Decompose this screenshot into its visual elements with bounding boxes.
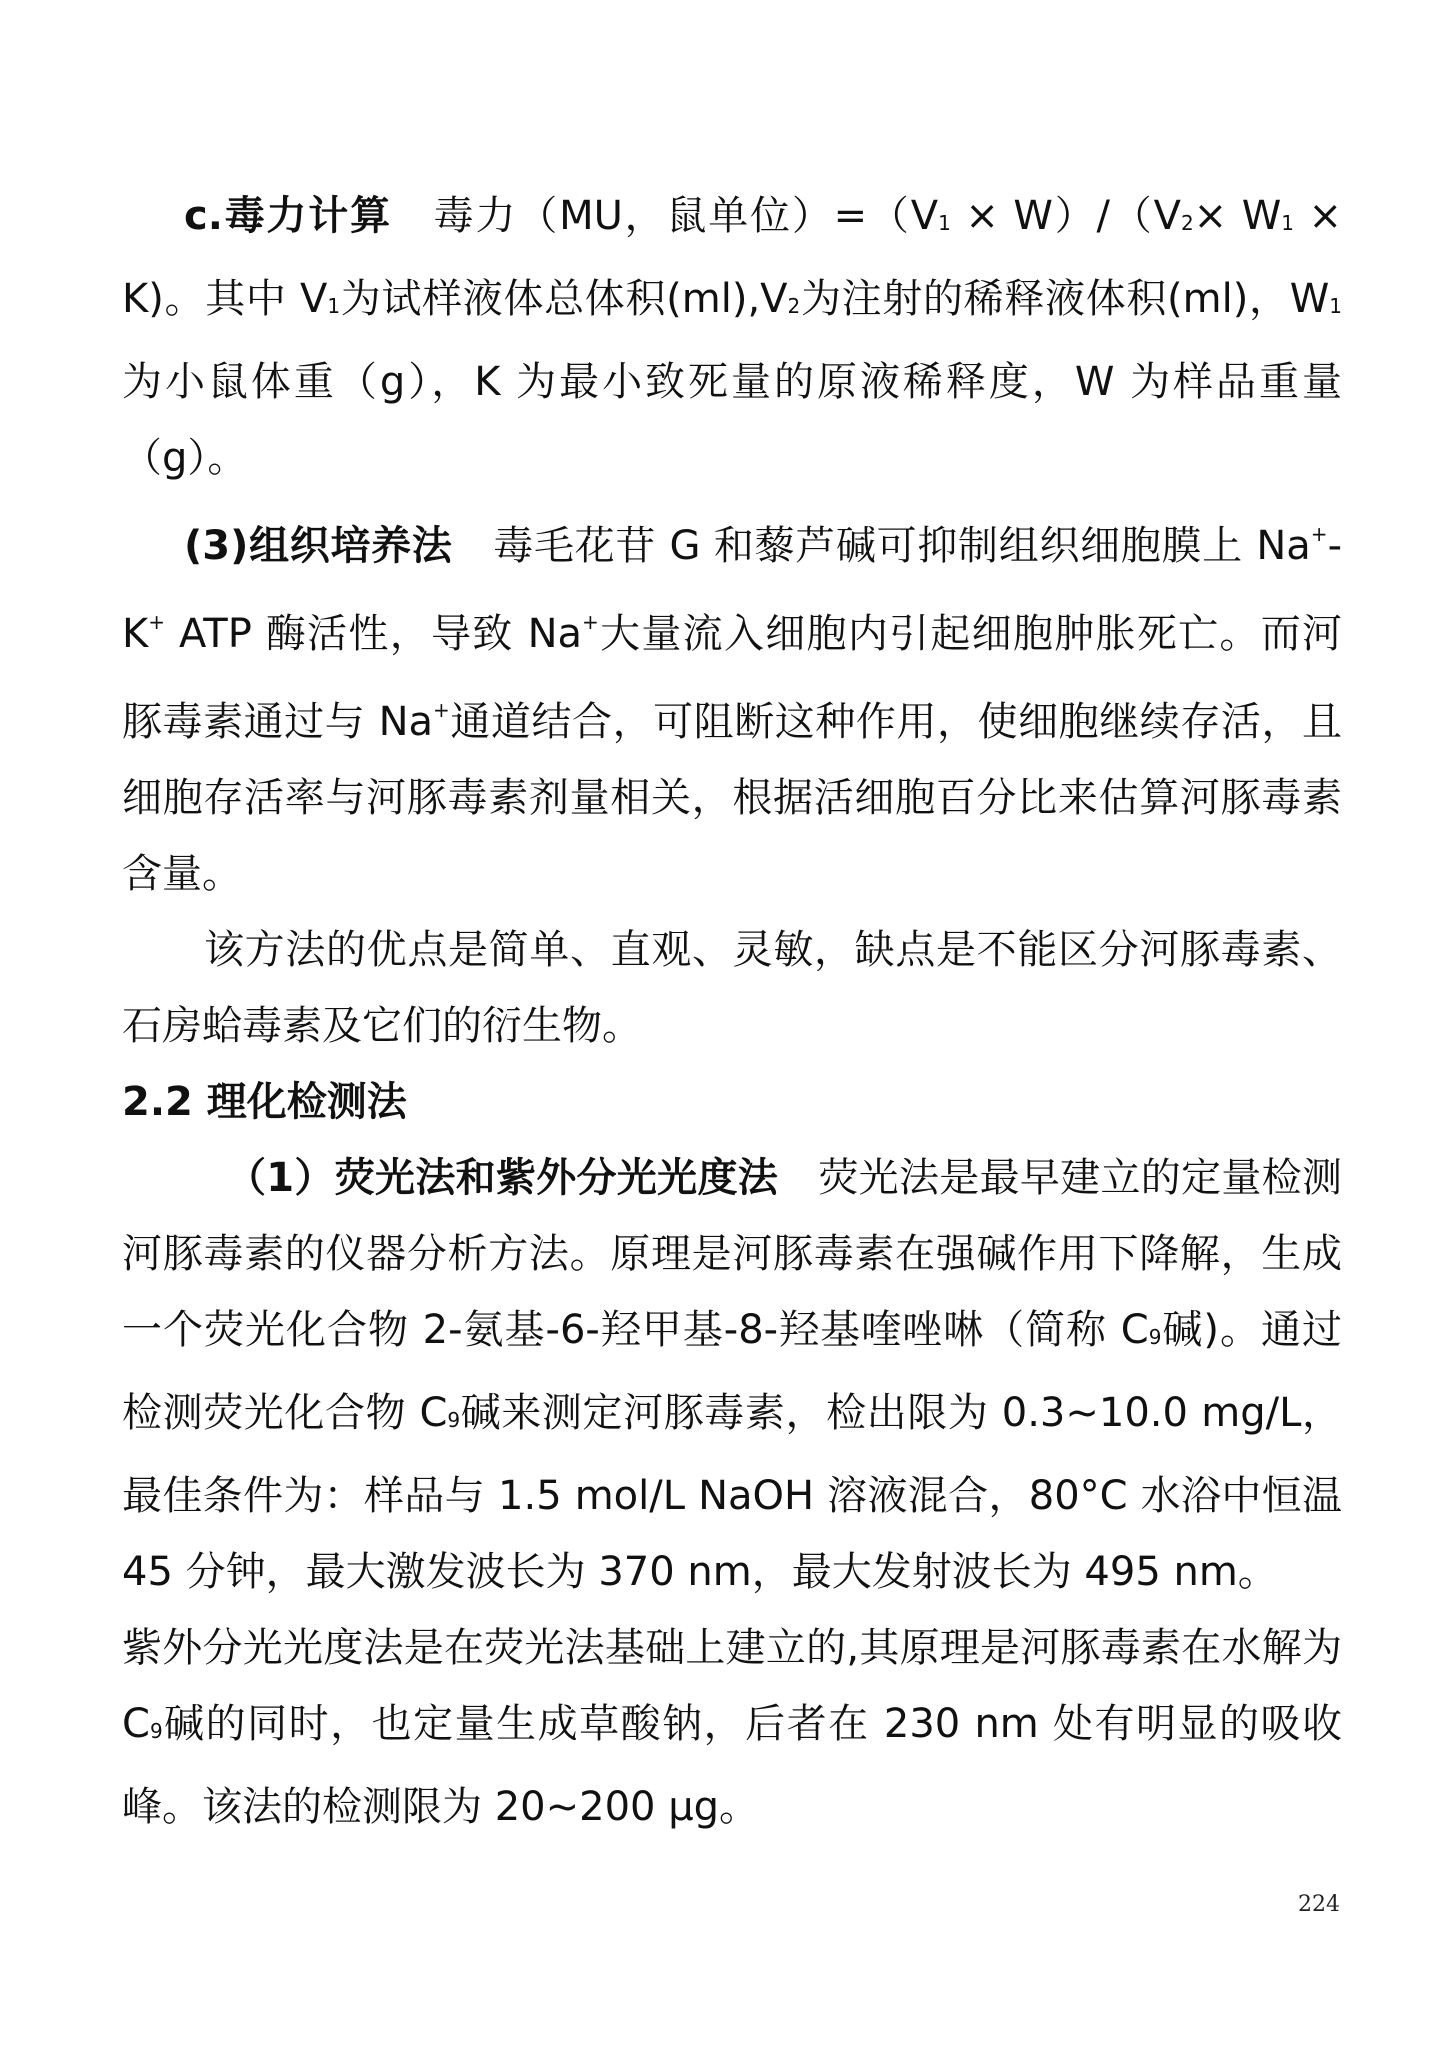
subscript: 1 [1281,211,1294,235]
paragraph-advantages: 该方法的优点是简单、直观、灵敏，缺点是不能区分河豚毒素、石房蛤毒素及它们的衍生物。 [122,927,1342,1049]
subscript: 1 [327,294,341,318]
fluorescence-lead: （1）荧光法和紫外分光光度法 [226,1155,779,1201]
text-fragment: -K [122,523,1342,657]
text-fragment: 毒力（MU，鼠单位）=（V [431,193,939,239]
toxicity-lead: c.毒力计算 [184,193,392,239]
paragraph-toxicity-calculation [122,178,1342,496]
superscript: + [582,610,599,634]
subscript: 2 [1180,211,1194,235]
text-fragment: 毒毛花苷 G 和藜芦碱可抑制组织细胞膜上 Na [492,523,1311,569]
subscript: 1 [938,211,951,235]
superscript: + [148,610,165,634]
text-fragment: 为试样液体总体积(ml),V [340,276,788,322]
subscript: 9 [447,1408,461,1432]
text-fragment: 为注射的稀释液体积(ml)，W [800,276,1330,322]
text-fragment: × W [1193,193,1282,239]
subscript: 2 [787,294,801,318]
page-number: 224 [1298,1892,1340,1917]
section-heading-2-2: 2.2 理化检测法 [122,1079,407,1125]
text-fragment: 碱的同时，也定量生成草酸钠，后者在 230 nm 处有明显的吸收峰。该法的检测限为 20~200 μg。 [122,1701,1342,1830]
text-fragment: 为小鼠体重（g），K 为最小致死量的原液稀释度，W 为样品重量（g）。 [122,359,1342,481]
body-text [122,178,1342,1845]
subscript: 9 [1148,1325,1162,1349]
paragraph-uv-spectrophotometry [122,1610,1342,1845]
text-fragment: × W）/（V [950,193,1181,239]
superscript: + [1310,522,1328,546]
superscript: + [433,698,450,722]
tissue-lead: (3)组织培养法 [184,523,453,569]
text-fragment: ATP 酶活性，导致 Na [165,611,583,657]
text-fragment: 大量流入细胞内引起细胞肿胀死亡。而河豚毒素通过与 Na [122,611,1343,745]
text-fragment: 荧光法是最早建立的定量检测河豚毒素的仪器分析方法。原理是河豚毒素在强碱作用下降解，生成一个荧光化合物 2-氨基-6-羟甲基-8-羟基喹唑啉（简称 C [122,1155,1342,1353]
paragraph-fluorescence [122,1140,1342,1610]
text-fragment: 通道结合，可阻断这种作用，使细胞继续存活，且细胞存活率与河豚毒素剂量相关，根据活细胞百分比来估算河豚毒素含量。 [122,699,1342,897]
subscript: 1 [1329,294,1342,318]
text-fragment: 紫外分光光度法是在荧光法基础上建立的,其原理是河豚毒素在水解为 C [122,1625,1342,1747]
text-fragment: 碱)。通过检测荧光化合物 C [122,1307,1343,1436]
text-fragment: × K)。其中 V [122,193,1343,322]
paragraph-tissue-culture [122,496,1342,912]
text-fragment: 碱来测定河豚毒素，检出限为 0.3~10.0 mg/L，最佳条件为：样品与 1.5 mol/L NaOH 溶液混合，80°C 水浴中恒温 45 分钟，最大激发波长为 370 nm，最大发射波长为 495 nm。 [122,1390,1342,1595]
subscript: 9 [149,1719,163,1743]
